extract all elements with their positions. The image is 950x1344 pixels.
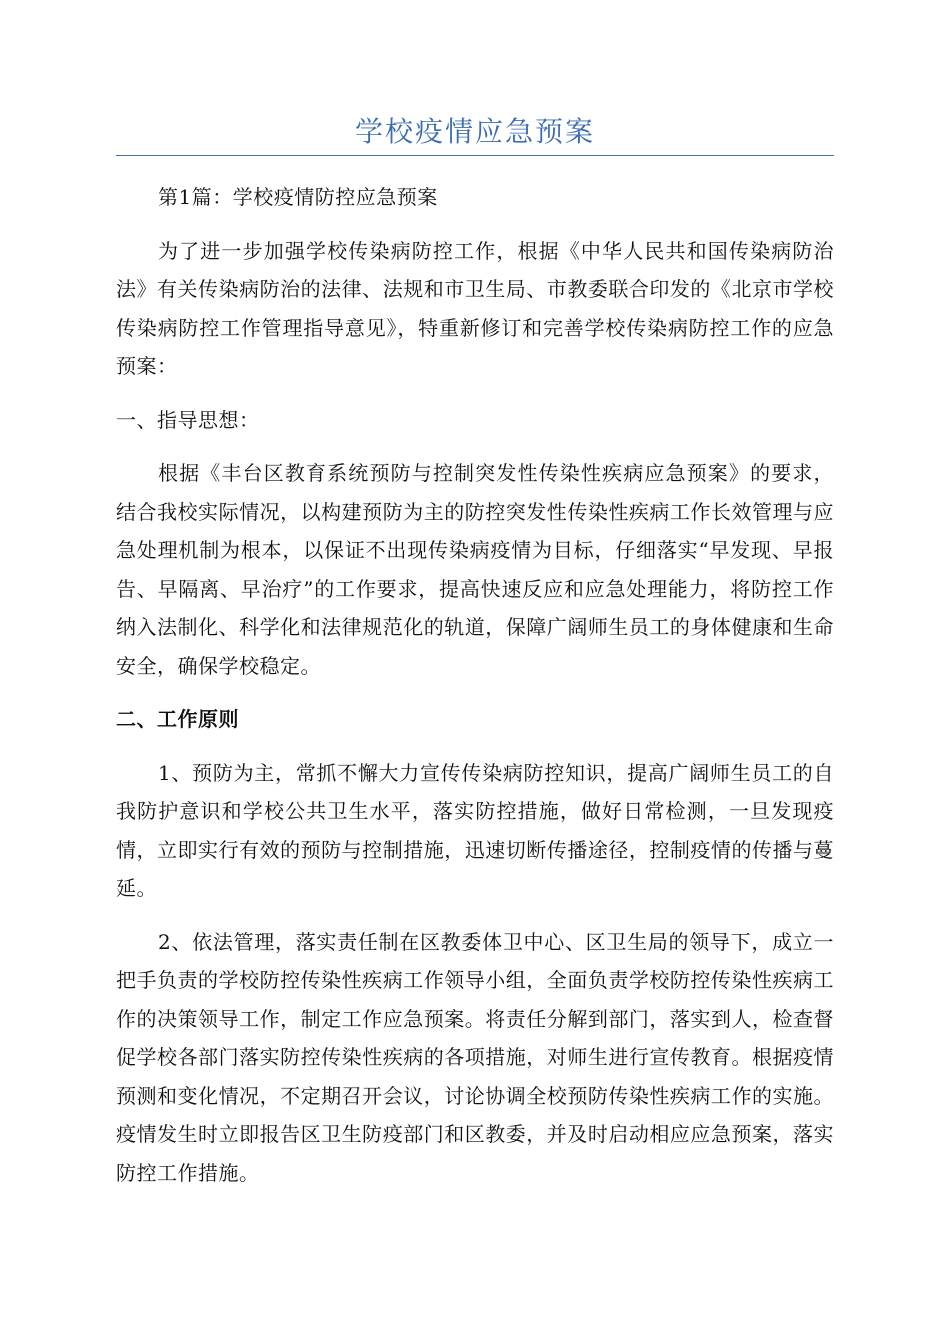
principle-item-2: 2、依法管理，落实责任制在区教委体卫中心、区卫生局的领导下，成立一把手负责的学校防控传染性疾病工作领导小组，全面负责学校防控传染性疾病工作的决策领导工作，制定工作应急预案。将责任分解到部门，落实到人，检查督促学校各部门落实防控传染性疾病的各项措施，对师生进行宣传教育。根据疫情预测和变化情况，不定期召开会议，讨论协调全校预防传染性疾病工作的实施。疫情发生时立即报告区卫生防疫部门和区教委，并及时启动相应应急预案，落实防控工作措施。 [116,929,834,1185]
intro-paragraph: 为了进一步加强学校传染病防控工作，根据《中华人民共和国传染病防治法》有关传染病防治的法律、法规和市卫生局、市教委联合印发的《北京市学校传染病防控工作管理指导意见》，特重新修订和完善学校传染病防控工作的应急预案： [116,238,834,378]
section-heading-work-principles: 二、工作原则 [116,707,239,731]
document-title: 学校疫情应急预案 [354,115,595,148]
title-block [116,112,834,156]
guiding-thought-paragraph: 根据《丰台区教育系统预防与控制突发性传染性疾病应急预案》的要求，结合我校实际情况，以构建预防为主的防控突发性传染性疾病工作长效管理与应急处理机制为根本，以保证不出现传染病疫情为目标，仔细落实“早发现、早报告、早隔离、早治疗”的工作要求，提高快速反应和应急处理能力，将防控工作纳入法制化、科学化和法律规范化的轨道，保障广阔师生员工的身体健康和生命安全，确保学校稳定。 [116,461,834,678]
document-body [116,178,834,1207]
document-subtitle: 第1篇：学校疫情防控应急预案 [158,185,438,209]
section-heading-guiding-thought: 一、指导思想： [116,407,260,432]
principle-item-1: 1、预防为主，常抓不懈大力宣传传染病防控知识，提高广阔师生员工的自我防护意识和学校公共卫生水平，落实防控措施，做好日常检测，一旦发现疫情，立即实行有效的预防与控制措施，迅速切断传播途径，控制疫情的传播与蔓延。 [116,760,834,900]
